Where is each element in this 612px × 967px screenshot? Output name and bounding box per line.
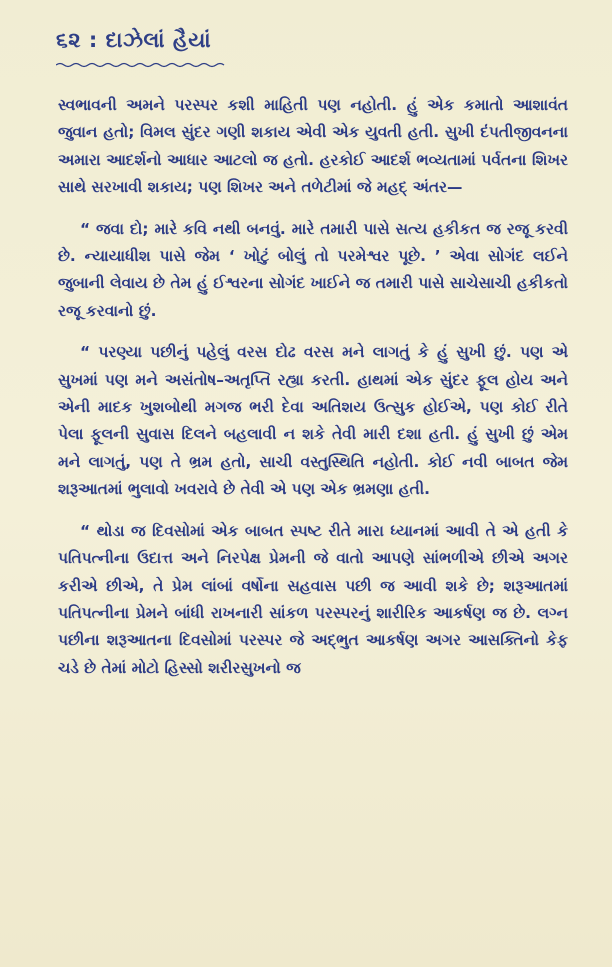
paragraph: “ પરણ્યા પછીનું પહેલું વરસ દોઢ વરસ મને લાગતું કે હું સુખી છું. પણ એ સુખમાં પણ મને અસંતોષ–અતૃપ્તિ રહ્યા કરતી. હાથમાં એક સુંદર ફૂલ હોય અને એની માદક ખુશબોથી મગજ ભરી દેવા અતિશય ઉત્સુક હોઈએ, પણ કોઈ રીતે પેલા ફૂલની સુવાસ દિલને બહલાવી ન શકે તેવી મારી દશા હતી. હું સુખી છું એમ મને લાગતું, પણ તે ભ્રમ હતો, સાચી વસ્તુસ્થિતિ નહોતી. કોઈ નવી બાબત જેમ શરૂઆતમાં ભુલાવો ખવરાવે છે તેવી એ પણ એક ભ્રમણા હતી. [58,343,568,499]
paragraph: “ થોડા જ દિવસોમાં એક બાબત સ્પષ્ટ રીતે મારા ધ્યાનમાં આવી તે એ હતી કે પતિપત્નીના ઉદાત્ત અને નિરપેક્ષ પ્રેમની જે વાતો આપણે સાંભળીએ છીએ અગર કરીએ છીએ, તે પ્રેમ લાંબાં વર્ષોના સહવાસ પછી જ આવી શકે છે; શરૂઆતમાં પતિપત્નીના પ્રેમને બાંધી રાખનારી સાંકળ પરસ્પરનું શારીરિક આકર્ષણ જ છે. લગ્ન પછીના શરૂઆતના દિવસોમાં પરસ્પર જે અદ્ભુત આકર્ષણ અગર આસક્તિનો કેફ ચડે છે તેમાં મોટો હિસ્સો શરીરસુખનો જ [58,521,568,677]
book-title: દાઝેલાં હૈયાં [105,28,212,52]
paragraph: “ જવા દો; મારે કવિ નથી બનવું. મારે તમારી પાસે સત્ય હકીકત જ રજૂ કરવી છે. ન્યાયાધીશ પાસે જેમ ‘ ખોટું બોલું તો પરમેશ્વર પૂછે. ’ એવા સોગંદ લઈને જુબાની લેવાય છે તેમ હું ઈશ્વરના સોગંદ ખાઈને જ તમારી પાસે સાચેસાચી હકીકતો રજૂ કરવાનો છું. [58,219,568,320]
page-header [56,28,226,72]
header-separator: : [88,28,98,52]
running-head [56,28,226,53]
body-text [58,92,568,696]
page-number: ૬૨ [56,28,82,52]
decorative-wavy-rule [56,62,226,68]
paragraph: સ્વભાવની અમને પરસ્પર કશી માહિતી પણ નહોતી. હું એક કમાતો આશાવંત જુવાન હતો; વિમલ સુંદર ગણી શકાય એવી એક યુવતી હતી. સુખી દંપતીજીવનના અમારા આદર્શનો આધાર આટલો જ હતો. હરકોઈ આદર્શ ભવ્યતામાં પર્વતના શિખર સાથે સરખાવી શકાય; પણ શિખર અને તળેટીમાં જે મહદ્ અંતર— [58,96,568,197]
